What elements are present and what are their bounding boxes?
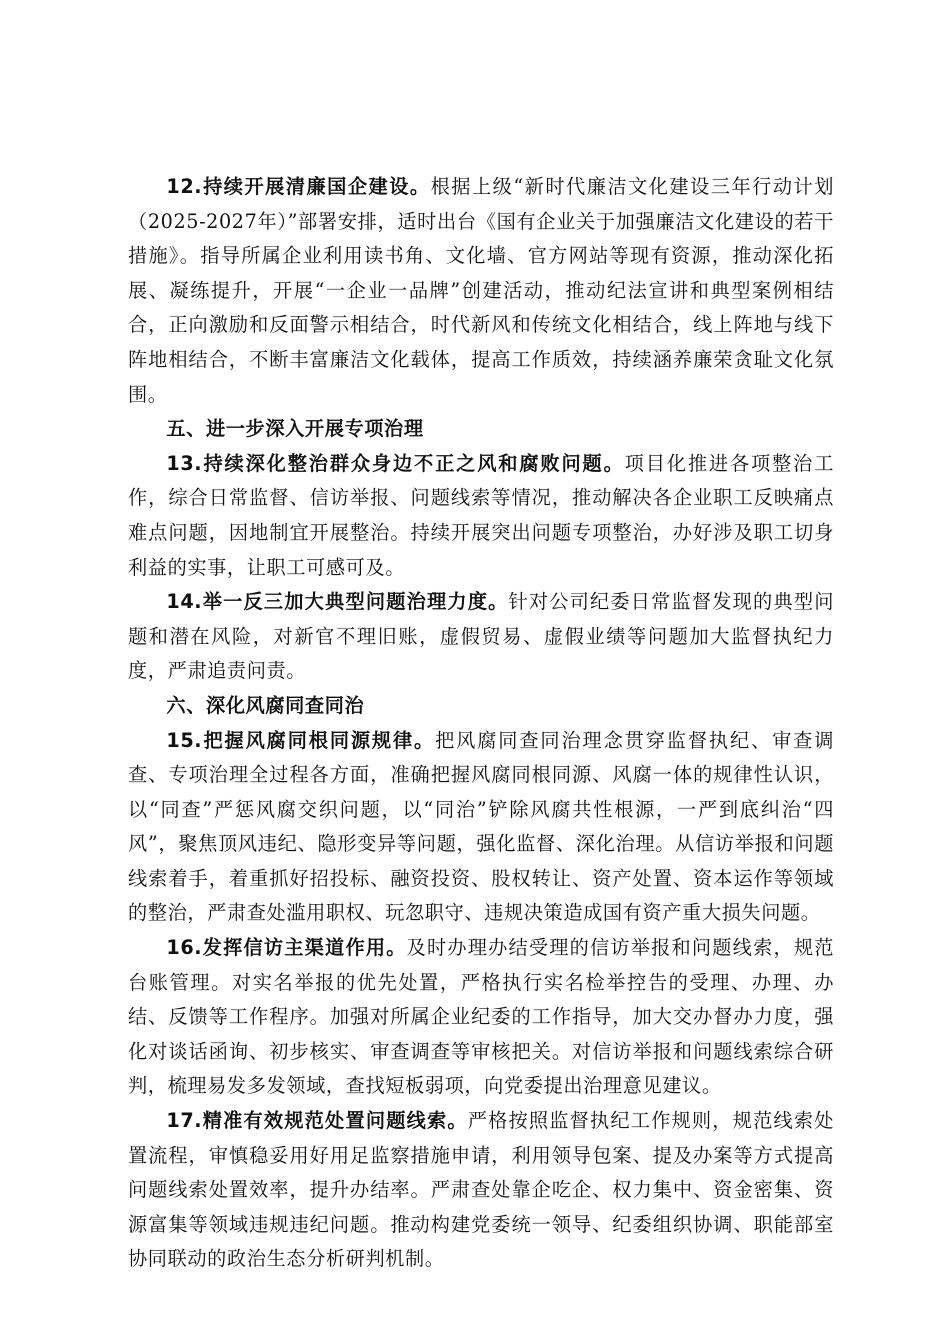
paragraph-lead: 15.把握风腐同根同源规律。 — [166, 728, 436, 752]
paragraph-item-12 — [128, 170, 834, 412]
paragraph-text: 及时办理办结受理的信访举报和问题线索，规范台账管理。对实名举报的优先处置，严格执行实名检举控告的受理、办理、办结、反馈等工作程序。加强对所属企业纪委的工作指导，加大交办督办力度，强化对谈话函询、初步核实、审查调查等审核把关。对信访举报和问题线索综合研判，梳理易发多发领域，查找短板弱项，向党委提出治理意见建议。 — [128, 936, 834, 1098]
paragraph-text: 严格按照监督执纪工作规则，规范线索处置流程，审慎稳妥用好用足监察措施申请，利用领导包案、提及办案等方式提高问题线索处置效率，提升办结率。严肃查处靠企吃企、权力集中、资金密集、资源富集等领域违规违纪问题。推动构建党委统一领导、纪委组织协调、职能部室协同联动的政治生态分析研判机制。 — [128, 1109, 834, 1271]
paragraph-item-17 — [128, 1104, 834, 1277]
paragraph-item-16 — [128, 931, 834, 1104]
paragraph-item-14 — [128, 585, 834, 689]
section-heading-6: 六、深化风腐同查同治 — [166, 693, 365, 717]
paragraph-lead: 12.持续开展清廉国企建设。 — [166, 175, 431, 198]
document-body — [128, 170, 834, 1277]
paragraph-lead: 13.持续深化整治群众身边不正之风和腐败问题。 — [166, 451, 625, 475]
paragraph-text: 根据上级“新时代廉洁文化建设三年行动计划（2025-2027年）”部署安排，适时出台《国有企业关于加强廉洁文化建设的若干措施》。指导所属企业利用读书角、文化墙、官方网站等现有资源，推动深化拓展、凝练提升，开展“一企业一品牌”创建活动，推动纪法宣讲和典型案例相结合，正向激励和反面警示相结合，时代新风和传统文化相结合，线上阵地与线下阵地相结合，不断丰富廉洁文化载体，提高工作质效，持续涵养廉荣贪耻文化氛围。 — [128, 175, 835, 406]
section-heading-5: 五、进一步深入开展专项治理 — [166, 417, 424, 441]
paragraph-text: 针对公司纪委日常监督发现的典型问题和潜在风险，对新官不理旧账，虚假贸易、虚假业绩等问题加大监督执纪力度，严肃追责问责。 — [128, 590, 834, 683]
paragraph-text: 把风腐同查同治理念贯穿监督执纪、审查调查、专项治理全过程各方面，准确把握风腐同根同源、风腐一体的规律性认识，以“同查”严惩风腐交织问题，以“同治”铲除风腐共性根源，一严到底纠治“四风”，聚焦顶风违纪、隐形变异等问题，强化监督、深化治理。从信访举报和问题线索着手，着重抓好招投标、融资投资、股权转让、资产处置、资本运作等领域的整治，严肃查处滥用职权、玩忽职守、违规决策造成国有资产重大损失问题。 — [128, 728, 834, 925]
paragraph-text: 项目化推进各项整治工作，综合日常监督、信访举报、问题线索等情况，推动解决各企业职工反映痛点难点问题，因地制宜开展整治。持续开展突出问题专项整治，办好涉及职工切身利益的实事，让职工可感可及。 — [128, 451, 835, 579]
paragraph-lead: 14.举一反三加大典型问题治理力度。 — [166, 590, 509, 614]
paragraph-lead: 17.精准有效规范处置问题线索。 — [166, 1109, 468, 1133]
paragraph-item-15 — [128, 724, 834, 932]
paragraph-lead: 16.发挥信访主渠道作用。 — [166, 936, 407, 960]
paragraph-item-13 — [128, 447, 834, 585]
